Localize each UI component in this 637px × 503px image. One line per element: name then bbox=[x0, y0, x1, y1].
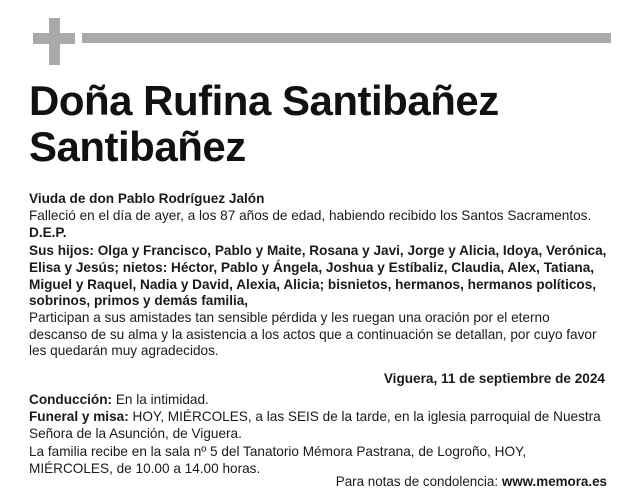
obituary-body bbox=[29, 191, 609, 477]
condolence-footer bbox=[336, 474, 607, 489]
condolence-link[interactable]: www.memora.es bbox=[501, 474, 607, 489]
deceased-name-line-1: Doña Rufina Santibañez bbox=[29, 77, 499, 124]
conduction-line bbox=[29, 392, 609, 409]
widow-line: Viuda de don Pablo Rodríguez Jalón bbox=[29, 191, 265, 206]
cross-horizontal-bar bbox=[33, 33, 75, 44]
dep-line: D.E.P. bbox=[29, 225, 67, 241]
deceased-name bbox=[29, 78, 499, 170]
funeral-line bbox=[29, 409, 609, 442]
funeral-label: Funeral y misa: bbox=[29, 409, 129, 425]
header-rule bbox=[82, 33, 611, 43]
funeral-text: HOY, MIÉRCOLES, a las SEIS de la tarde, en la iglesia parroquial de Nuestra Señora de la Asunción, de Viguera. bbox=[29, 409, 601, 442]
conduction-label: Conducción: bbox=[29, 391, 113, 407]
deceased-name-line-2: Santibañez bbox=[29, 123, 246, 170]
conduction-text: En la intimidad. bbox=[115, 391, 209, 407]
death-notice: Falleció en el día de ayer, a los 87 años de edad, habiendo recibido los Santos Sacramentos. bbox=[29, 207, 592, 223]
family-receives-notice: La familia recibe en la sala nº 5 del Tanatorio Mémora Pastrana, de Logroño, HOY, MIÉRCOLES, de 10.00 a 14.00 horas. bbox=[29, 443, 527, 476]
family-list: Sus hijos: Olga y Francisco, Pablo y Maite, Rosana y Javi, Jorge y Alicia, Idoya, Verónica, Elisa y Jesús; nietos: Héctor, Pablo y Ángela, Joshua y Estíbaliz, Claudia, Alex, Tatiana, Miguel y Raquel, Nadia y David, Alexia, Alicia; bisnietos, hermanos, hermanos políticos, sobrinos, primos y demás familia, bbox=[29, 243, 607, 309]
participation-message: Participan a sus amistades tan sensible pérdida y les ruegan una oración por el eterno descanso de su alma y la asistencia a los actos que a continuación se detallan, por cuyo favor les quedarán muy agradecidos. bbox=[29, 309, 597, 359]
place-date: Viguera, 11 de septiembre de 2024 bbox=[383, 371, 605, 387]
condolence-label: Para notas de condolencia: bbox=[335, 474, 499, 489]
